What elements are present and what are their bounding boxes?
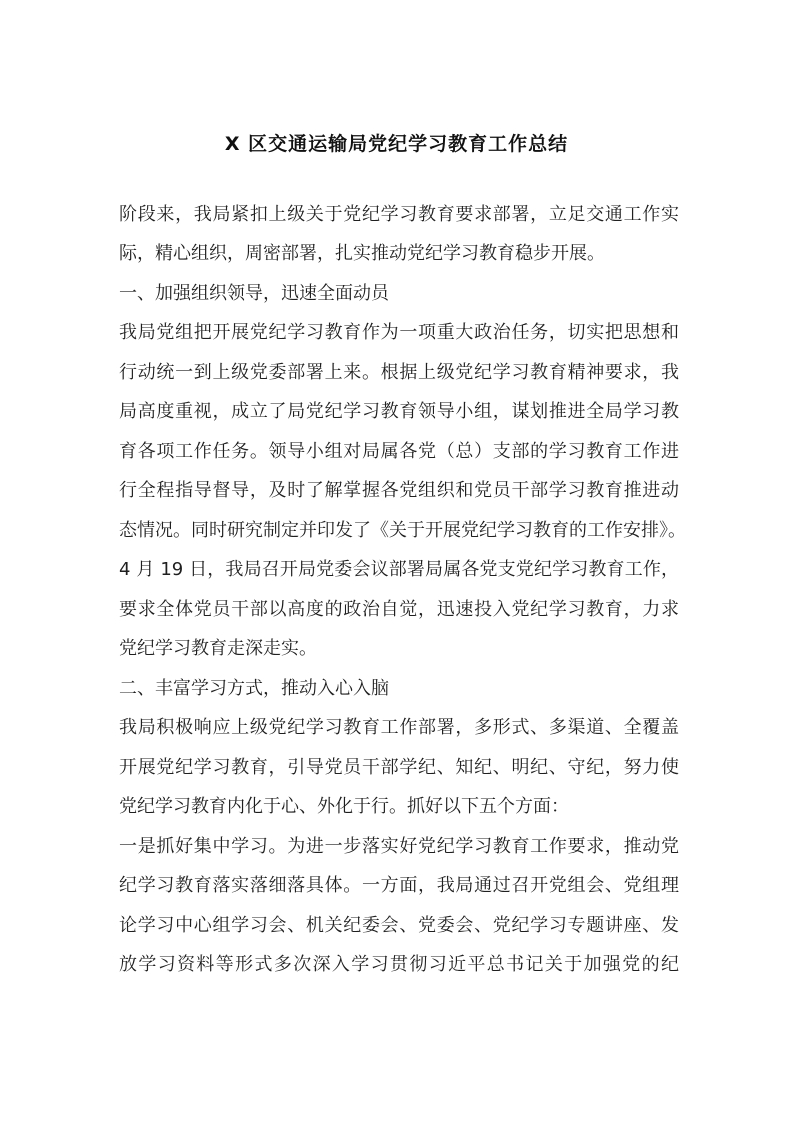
- section-heading: 二、丰富学习方式，推动入心入脑: [119, 678, 389, 699]
- paragraph-line: 党纪学习教育走深走实。: [119, 638, 317, 659]
- paragraph-line: 党纪学习教育内化于心、外化于行。抓好以下五个方面：: [119, 796, 569, 817]
- paragraph-line: 纪学习教育落实落细落具体。一方面，我局通过召开党组会、党组理: [119, 875, 679, 896]
- paragraph-line: 际，精心组织，周密部署，扎实推动党纪学习教育稳步开展。: [119, 243, 605, 264]
- paragraph-line: 4 月 19 日，我局召开局党委会议部署局属各党支党纪学习教育工作，: [119, 559, 679, 580]
- paragraph-line: 育各项工作任务。领导小组对局属各党（总）支部的学习教育工作进: [119, 441, 679, 462]
- paragraph-line: 放学习资料等形式多次深入学习贯彻习近平总书记关于加强党的纪: [119, 954, 679, 975]
- paragraph-line: 要求全体党员干部以高度的政治自觉，迅速投入党纪学习教育，力求: [119, 599, 679, 620]
- paragraph-line: 我局积极响应上级党纪学习教育工作部署，多形式、多渠道、全覆盖: [119, 717, 679, 738]
- paragraph-line: 行动统一到上级党委部署上来。根据上级党纪学习教育精神要求，我: [119, 362, 679, 383]
- section-heading: 一、加强组织领导，迅速全面动员: [119, 283, 389, 304]
- paragraph-line: 开展党纪学习教育，引导党员干部学纪、知纪、明纪、守纪，努力使: [119, 757, 679, 778]
- document-title: X 区交通运输局党纪学习教育工作总结: [224, 133, 569, 155]
- paragraph-line: 态情况。同时研究制定并印发了《关于开展党纪学习教育的工作安排》。: [119, 520, 686, 541]
- paragraph-line: 我局党组把开展党纪学习教育作为一项重大政治任务，切实把思想和: [119, 322, 679, 343]
- paragraph-line: 局高度重视，成立了局党纪学习教育领导小组，谋划推进全局学习教: [119, 401, 679, 422]
- paragraph-line: 阶段来，我局紧扣上级关于党纪学习教育要求部署，立足交通工作实: [119, 204, 679, 225]
- paragraph-line: 行全程指导督导，及时了解掌握各党组织和党员干部学习教育推进动: [119, 480, 679, 501]
- paragraph-line: 一是抓好集中学习。为进一步落实好党纪学习教育工作要求，推动党: [119, 836, 679, 857]
- paragraph-line: 论学习中心组学习会、机关纪委会、党委会、党纪学习专题讲座、发: [119, 915, 679, 936]
